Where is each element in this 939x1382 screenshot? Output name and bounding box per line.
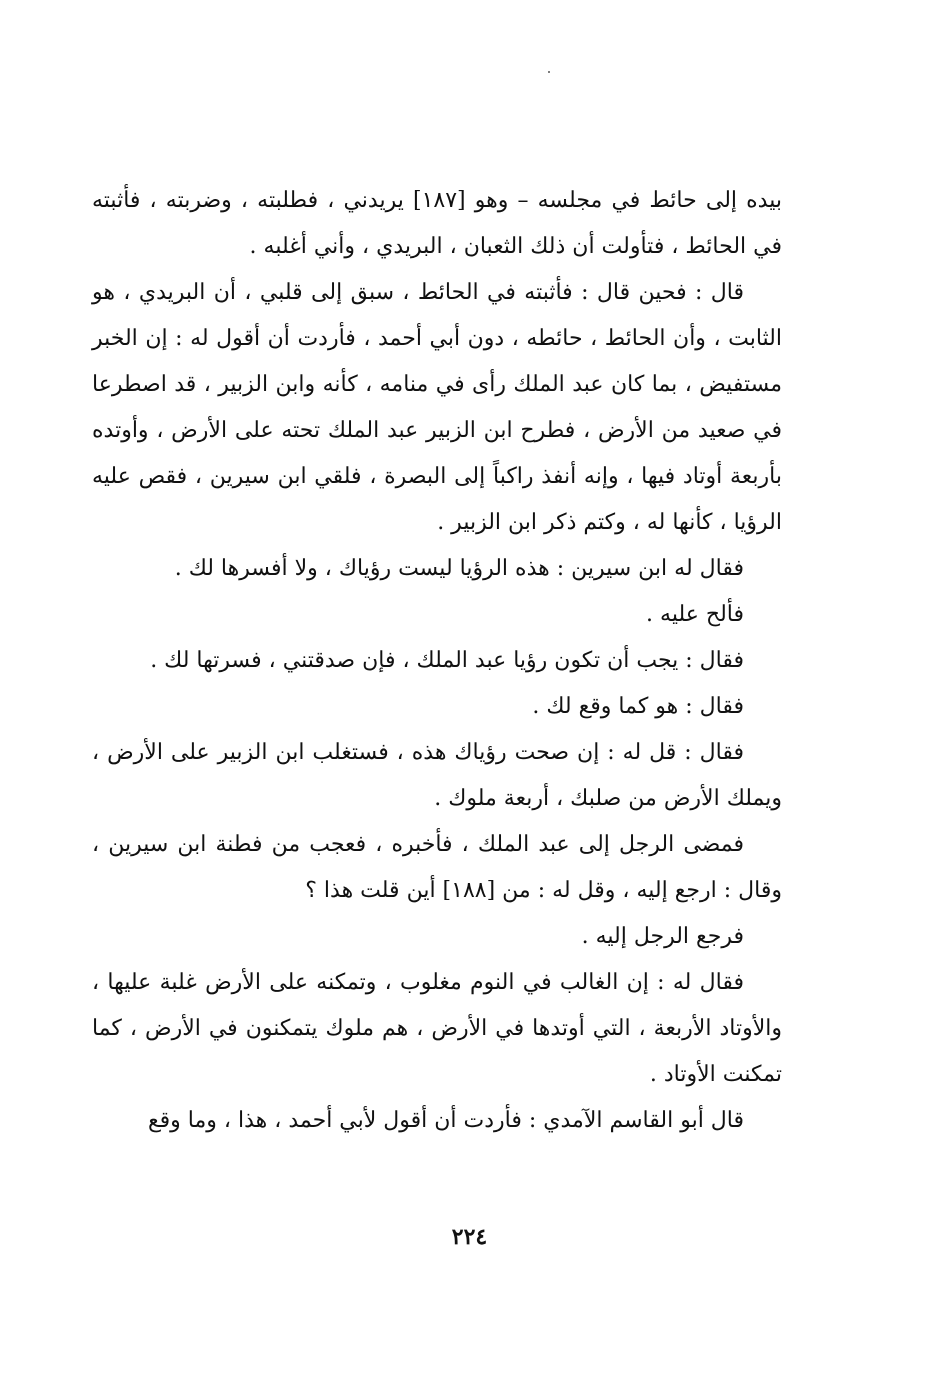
- paragraph-4: فألح عليه .: [646, 602, 744, 627]
- page-number: ٢٢٤: [451, 1224, 488, 1250]
- paragraph-5: فقال : يجب أن تكون رؤيا عبد الملك ، فإن صدقتني ، فسرتها لك .: [150, 648, 744, 673]
- body-text: [92, 178, 782, 1144]
- paragraph-9: فرجع الرجل إليه .: [581, 924, 744, 949]
- paragraph-6: فقال : هو كما وقع لك .: [532, 694, 744, 719]
- paragraph-7: فقال : قل له : إن صحت رؤياك هذه ، فستغلب ابن الزبير على الأرض ، ويملك الأرض من صلبك ، أربعة ملوك .: [92, 740, 782, 811]
- paragraph-2: قال : فحين قال : فأثبته في الحائط ، سبق إلى قلبي ، أن البريدي ، هو الثابت ، وأن الحائط ، حائطه ، دون أبي أحمد ، فأردت أن أقول له : إن الخبر مستفيض ، بما كان عبد الملك رأى في منامه ، كأنه وابن الزبير ، قد اصطرعا في صعيد من الأرض ، فطرح ابن الزبير عبد الملك تحته على الأرض ، وأوتده بأربعة أوتاد فيها ، وإنه أنفذ راكباً إلى البصرة ، فلقي ابن سيرين ، فقص عليه الرؤيا ، كأنها له ، وكتم ذكر ابن الزبير .: [92, 280, 782, 535]
- page-speck: [548, 71, 550, 73]
- paragraph-8: فمضى الرجل إلى عبد الملك ، فأخبره ، فعجب من فطنة ابن سيرين ، وقال : ارجع إليه ، وقل له : من [١٨٨] أين قلت هذا ؟: [92, 832, 782, 903]
- paragraph-3: فقال له ابن سيرين : هذه الرؤيا ليست رؤياك ، ولا أفسرها لك .: [174, 556, 744, 581]
- paragraph-10: فقال له : إن الغالب في النوم مغلوب ، وتمكنه على الأرض غلبة عليها ، والأوتاد الأربعة ، التي أوتدها في الأرض ، هم ملوك يتمكنون في الأرض ، كما تمكنت الأوتاد .: [92, 970, 782, 1087]
- paragraph-1: بيده إلى حائط في مجلسه – وهو [١٨٧] يريدني ، فطلبته ، وضربته ، فأثبته في الحائط ، فتأولت أن ذلك الثعبان ، البريدي ، وأني أغلبه .: [92, 188, 782, 259]
- paragraph-11: قال أبو القاسم الآمدي : فأردت أن أقول لأبي أحمد ، هذا ، وما وقع: [147, 1108, 744, 1133]
